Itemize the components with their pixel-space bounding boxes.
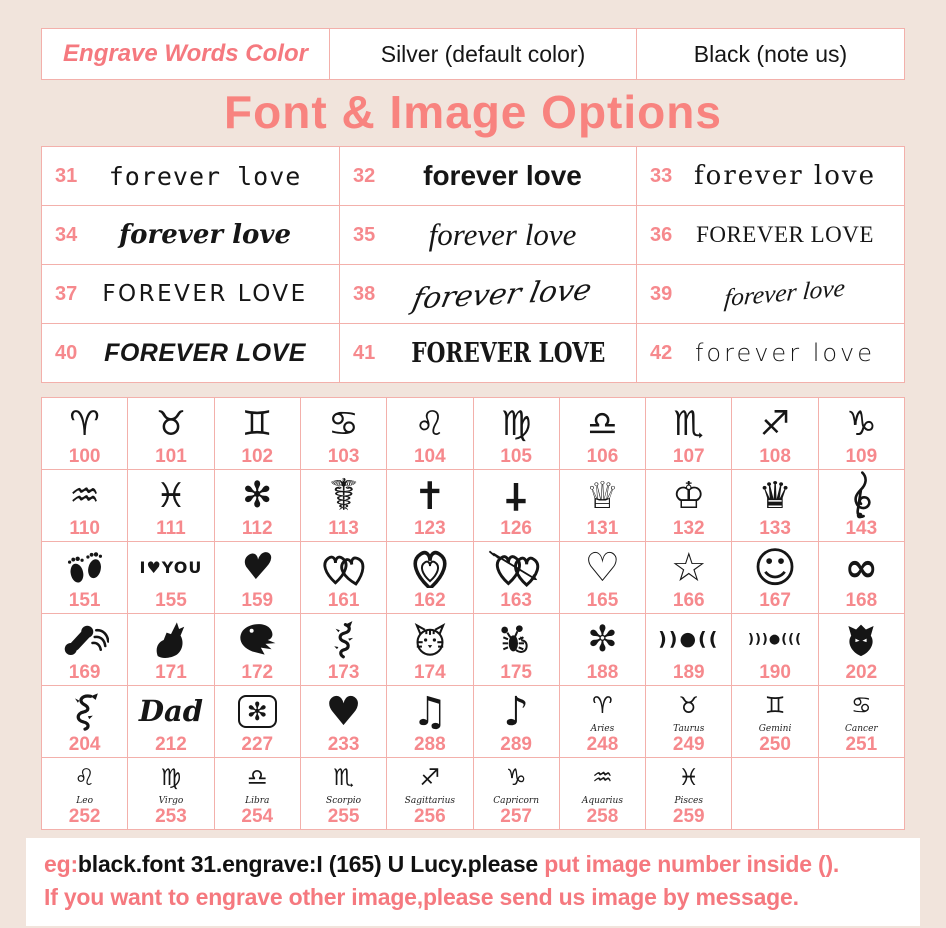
leo-figure-icon: ♌ xyxy=(74,765,95,791)
image-option-103 xyxy=(301,398,387,470)
image-option-169 xyxy=(42,614,128,686)
font-sample-text: forever love xyxy=(410,272,595,316)
image-option-288 xyxy=(387,686,473,758)
image-number: 104 xyxy=(413,446,446,467)
image-option-248 xyxy=(560,686,646,758)
aquarius-symbol-icon: ♒ xyxy=(69,475,100,516)
sagittarius-symbol-icon: ♐ xyxy=(759,403,791,444)
image-number: 202 xyxy=(845,662,878,683)
image-number: 254 xyxy=(241,806,274,827)
font-option-34 xyxy=(42,206,340,265)
image-number: 258 xyxy=(586,806,619,827)
empty-cell xyxy=(819,758,905,830)
image-number: 109 xyxy=(845,446,878,467)
inverted-cross-icon: ✝ xyxy=(500,473,533,518)
image-number: 250 xyxy=(759,734,791,755)
font-sample-text: forever love xyxy=(694,339,876,367)
cancer-figure-icon: ♋ xyxy=(851,693,872,719)
star-of-life-outline-icon: ✼ xyxy=(587,618,618,660)
font-sample-text: forever love xyxy=(108,161,302,191)
font-number: 37 xyxy=(55,282,78,305)
zodiac-caption: Pisces xyxy=(674,796,704,806)
image-number: 123 xyxy=(413,518,446,539)
font-sample-text: FOREVER LOVE xyxy=(102,281,308,307)
image-option-110 xyxy=(42,470,128,542)
image-option-256 xyxy=(387,758,473,830)
image-number: 169 xyxy=(68,662,101,683)
image-number: 257 xyxy=(500,806,532,827)
font-number: 36 xyxy=(650,223,673,246)
image-number: 111 xyxy=(156,518,186,539)
font-option-37 xyxy=(42,265,340,324)
font-number: 41 xyxy=(353,341,376,364)
leo-symbol-icon: ♌ xyxy=(414,403,446,444)
image-number: 143 xyxy=(845,518,878,539)
interlocked-hearts-icon xyxy=(316,549,372,587)
image-option-253 xyxy=(128,758,214,830)
image-number: 204 xyxy=(68,734,101,755)
image-number: 251 xyxy=(845,734,878,755)
wolf-head-icon xyxy=(840,620,882,660)
notes-line-1 xyxy=(44,848,902,881)
moon-phases-small-icon: )))●((( xyxy=(748,632,803,647)
image-number: 259 xyxy=(672,806,705,827)
image-number: 174 xyxy=(413,662,446,683)
image-option-259 xyxy=(646,758,732,830)
image-number: 190 xyxy=(759,662,791,683)
image-option-113 xyxy=(301,470,387,542)
pisces-symbol-icon: ♓ xyxy=(155,475,187,516)
image-option-162 xyxy=(387,542,473,614)
capricorn-figure-icon: ♑ xyxy=(505,765,527,791)
empty-cell xyxy=(732,758,818,830)
libra-symbol-icon: ♎ xyxy=(587,403,618,444)
taurus-figure-icon: ♉ xyxy=(678,693,700,719)
image-number: 101 xyxy=(155,446,187,467)
howling-wolf-icon xyxy=(149,619,193,661)
image-option-111 xyxy=(128,470,214,542)
zodiac-caption: Aries xyxy=(590,724,615,734)
image-option-173 xyxy=(301,614,387,686)
font-number: 32 xyxy=(353,164,376,187)
image-option-249 xyxy=(646,686,732,758)
image-number: 171 xyxy=(155,662,187,683)
aquarius-figure-icon: ♒ xyxy=(592,765,613,791)
font-sample-text: forever love xyxy=(423,160,582,191)
font-sample-text: forever love xyxy=(694,161,876,191)
zodiac-caption: Gemini xyxy=(758,724,792,734)
image-option-250 xyxy=(732,686,818,758)
image-option-133 xyxy=(732,470,818,542)
image-option-161 xyxy=(301,542,387,614)
image-option-151 xyxy=(42,542,128,614)
nested-hearts-icon xyxy=(408,548,452,588)
image-option-100 xyxy=(42,398,128,470)
image-option-204 xyxy=(42,686,128,758)
font-option-31 xyxy=(42,147,340,206)
image-number: 253 xyxy=(155,806,187,827)
infinity-icon: ∞ xyxy=(844,544,878,591)
taurus-symbol-icon: ♉ xyxy=(155,403,187,444)
phone-call-icon xyxy=(61,620,109,660)
image-number: 112 xyxy=(241,518,273,539)
image-option-159 xyxy=(215,542,301,614)
zodiac-caption: Libra xyxy=(245,796,270,806)
image-number: 166 xyxy=(672,590,705,611)
scorpio-symbol-icon: ♏ xyxy=(673,403,704,444)
silver-option-label: Silver (default color) xyxy=(330,29,637,79)
font-option-32 xyxy=(340,147,637,206)
font-sample-text: forever love xyxy=(428,217,577,252)
image-option-251 xyxy=(819,686,905,758)
image-option-255 xyxy=(301,758,387,830)
solid-heart-icon: ♥ xyxy=(325,688,362,735)
image-number: 167 xyxy=(759,590,791,611)
image-number: 159 xyxy=(241,590,274,611)
eg-instruction: put image number inside (). xyxy=(538,851,840,877)
image-option-155 xyxy=(128,542,214,614)
image-options-grid xyxy=(41,397,905,830)
image-number: 249 xyxy=(672,734,705,755)
image-option-172 xyxy=(215,614,301,686)
tiara-crown-icon: ♛ xyxy=(758,474,792,517)
notes-line-2: If you want to engrave other image,please send us image by message. xyxy=(44,884,799,910)
smiley-face-icon: ☺ xyxy=(753,542,797,592)
latin-cross-icon: ✝ xyxy=(413,473,446,518)
virgo-figure-icon: ♍ xyxy=(160,765,182,791)
font-option-41 xyxy=(340,324,637,383)
font-number: 42 xyxy=(650,341,673,364)
image-number: 106 xyxy=(586,446,619,467)
image-option-106 xyxy=(560,398,646,470)
image-option-171 xyxy=(128,614,214,686)
font-sample-text: FOREVER LOVE xyxy=(104,338,306,367)
image-option-174 xyxy=(387,614,473,686)
zodiac-caption: Aquarius xyxy=(581,796,623,806)
dragon-icon xyxy=(330,618,358,662)
image-number: 100 xyxy=(68,446,101,467)
page-title: Font & Image Options xyxy=(224,86,722,138)
i-love-you-text: I♥YOU xyxy=(139,557,203,577)
hearts-arrow-icon xyxy=(487,549,545,587)
image-number: 113 xyxy=(328,518,359,539)
gemini-symbol-icon: ♊ xyxy=(242,403,273,444)
image-number: 133 xyxy=(759,518,791,539)
engrave-words-color-label: Engrave Words Color xyxy=(42,29,330,79)
image-option-105 xyxy=(474,398,560,470)
scorpion-icon xyxy=(496,618,536,662)
image-option-188 xyxy=(560,614,646,686)
image-option-132 xyxy=(646,470,732,542)
image-option-166 xyxy=(646,542,732,614)
font-option-40 xyxy=(42,324,340,383)
image-number: 103 xyxy=(327,446,360,467)
font-options-table xyxy=(41,146,905,383)
image-option-175 xyxy=(474,614,560,686)
image-number: 189 xyxy=(672,662,705,683)
font-option-39 xyxy=(637,265,905,324)
caduceus-icon: ☤ xyxy=(328,470,359,521)
font-option-38 xyxy=(340,265,637,324)
image-option-126 xyxy=(474,470,560,542)
image-number: 162 xyxy=(413,590,446,611)
image-number: 107 xyxy=(672,446,705,467)
image-number: 105 xyxy=(500,446,532,467)
sagittarius-figure-icon: ♐ xyxy=(419,765,441,791)
image-number: 188 xyxy=(586,662,619,683)
image-number: 126 xyxy=(500,518,532,539)
image-number: 289 xyxy=(500,734,532,755)
image-number: 151 xyxy=(68,590,101,611)
image-number: 252 xyxy=(68,806,101,827)
zodiac-caption: Scorpio xyxy=(326,796,362,806)
image-number: 173 xyxy=(327,662,360,683)
eighth-note-icon: ♪ xyxy=(503,688,529,735)
image-number: 255 xyxy=(327,806,360,827)
image-option-108 xyxy=(732,398,818,470)
zodiac-caption: Virgo xyxy=(158,796,184,806)
font-sample-text: forever love xyxy=(723,274,847,313)
cancer-symbol-icon: ♋ xyxy=(328,403,359,444)
font-sample-text: forever love xyxy=(118,220,292,250)
imperial-crown-icon: ♔ xyxy=(672,474,706,517)
moon-phases-icon: ))●(( xyxy=(658,628,720,650)
zodiac-caption: Taurus xyxy=(673,724,705,734)
aries-figure-icon: ♈ xyxy=(592,693,613,719)
image-option-190 xyxy=(732,614,818,686)
eg-example: black.font 31.engrave:I (165) U Lucy.please xyxy=(77,851,538,877)
image-number: 256 xyxy=(413,806,446,827)
image-option-289 xyxy=(474,686,560,758)
image-option-163 xyxy=(474,542,560,614)
font-option-36 xyxy=(637,206,905,265)
font-number: 40 xyxy=(55,341,78,364)
heart-outline-icon: ♡ xyxy=(584,544,621,591)
image-number: 132 xyxy=(672,518,705,539)
image-number: 227 xyxy=(241,734,274,755)
virgo-symbol-icon: ♍ xyxy=(500,403,532,444)
image-number: 212 xyxy=(155,734,187,755)
aries-symbol-icon: ♈ xyxy=(69,403,100,444)
image-number: 288 xyxy=(413,734,446,755)
image-number: 155 xyxy=(155,590,187,611)
libra-figure-icon: ♎ xyxy=(246,765,268,791)
image-option-202 xyxy=(819,614,905,686)
image-option-167 xyxy=(732,542,818,614)
image-option-227 xyxy=(215,686,301,758)
image-number: 175 xyxy=(500,662,532,683)
image-number: 172 xyxy=(241,662,274,683)
dad-script-text: Dad xyxy=(138,694,204,728)
engraving-notes xyxy=(26,838,920,926)
image-option-233 xyxy=(301,686,387,758)
image-option-257 xyxy=(474,758,560,830)
image-option-101 xyxy=(128,398,214,470)
image-option-189 xyxy=(646,614,732,686)
image-number: 163 xyxy=(500,590,532,611)
zodiac-caption: Capricorn xyxy=(493,796,540,806)
image-option-131 xyxy=(560,470,646,542)
image-option-102 xyxy=(215,398,301,470)
font-number: 38 xyxy=(353,282,376,305)
pisces-figure-icon: ♓ xyxy=(678,765,700,791)
image-number: 165 xyxy=(586,590,619,611)
treble-clef-icon xyxy=(848,470,874,522)
image-option-123 xyxy=(387,470,473,542)
font-number: 34 xyxy=(55,223,78,246)
star-of-life-badge-icon: ✻ xyxy=(238,695,277,728)
black-option-label: Black (note us) xyxy=(693,40,848,67)
font-number: 35 xyxy=(353,223,376,246)
royal-crown-icon: ♕ xyxy=(585,474,620,517)
scorpio-figure-icon: ♏ xyxy=(333,765,354,791)
image-number: 161 xyxy=(327,590,360,611)
image-number: 168 xyxy=(845,590,878,611)
image-option-104 xyxy=(387,398,473,470)
font-number: 39 xyxy=(650,282,673,305)
coiled-dragon-icon xyxy=(65,692,105,732)
font-number: 31 xyxy=(55,164,78,187)
image-number: 108 xyxy=(759,446,791,467)
engrave-color-table xyxy=(41,28,905,80)
tiger-face-icon xyxy=(408,619,452,661)
image-number: 233 xyxy=(327,734,360,755)
image-option-143 xyxy=(819,470,905,542)
eg-label: eg: xyxy=(44,851,78,877)
font-option-33 xyxy=(637,147,905,206)
image-option-165 xyxy=(560,542,646,614)
image-option-107 xyxy=(646,398,732,470)
font-option-42 xyxy=(637,324,905,383)
image-option-168 xyxy=(819,542,905,614)
image-number: 248 xyxy=(586,734,619,755)
image-number: 110 xyxy=(69,518,100,539)
font-sample-text: FOREVER LOVE xyxy=(696,222,874,247)
image-number: 102 xyxy=(241,446,274,467)
image-option-109 xyxy=(819,398,905,470)
image-option-258 xyxy=(560,758,646,830)
image-option-112 xyxy=(215,470,301,542)
tribal-heart-icon: ♥ xyxy=(238,544,276,590)
star-outline-icon: ☆ xyxy=(670,544,707,591)
zodiac-caption: Cancer xyxy=(844,724,878,734)
image-option-252 xyxy=(42,758,128,830)
gemini-figure-icon: ♊ xyxy=(764,693,786,719)
zodiac-caption: Sagittarius xyxy=(404,796,456,806)
beamed-notes-icon: ♫ xyxy=(411,688,448,735)
image-option-254 xyxy=(215,758,301,830)
eagle-head-icon xyxy=(234,620,280,660)
font-number: 33 xyxy=(650,164,673,187)
baby-footprints-icon xyxy=(63,548,107,588)
font-sample-text: FOREVER LOVE xyxy=(411,337,606,369)
star-of-life-icon: ✻ xyxy=(242,474,273,516)
image-number: 131 xyxy=(586,518,619,539)
capricorn-symbol-icon: ♑ xyxy=(846,403,877,444)
zodiac-caption: Leo xyxy=(76,796,94,806)
image-option-212 xyxy=(128,686,214,758)
font-option-35 xyxy=(340,206,637,265)
